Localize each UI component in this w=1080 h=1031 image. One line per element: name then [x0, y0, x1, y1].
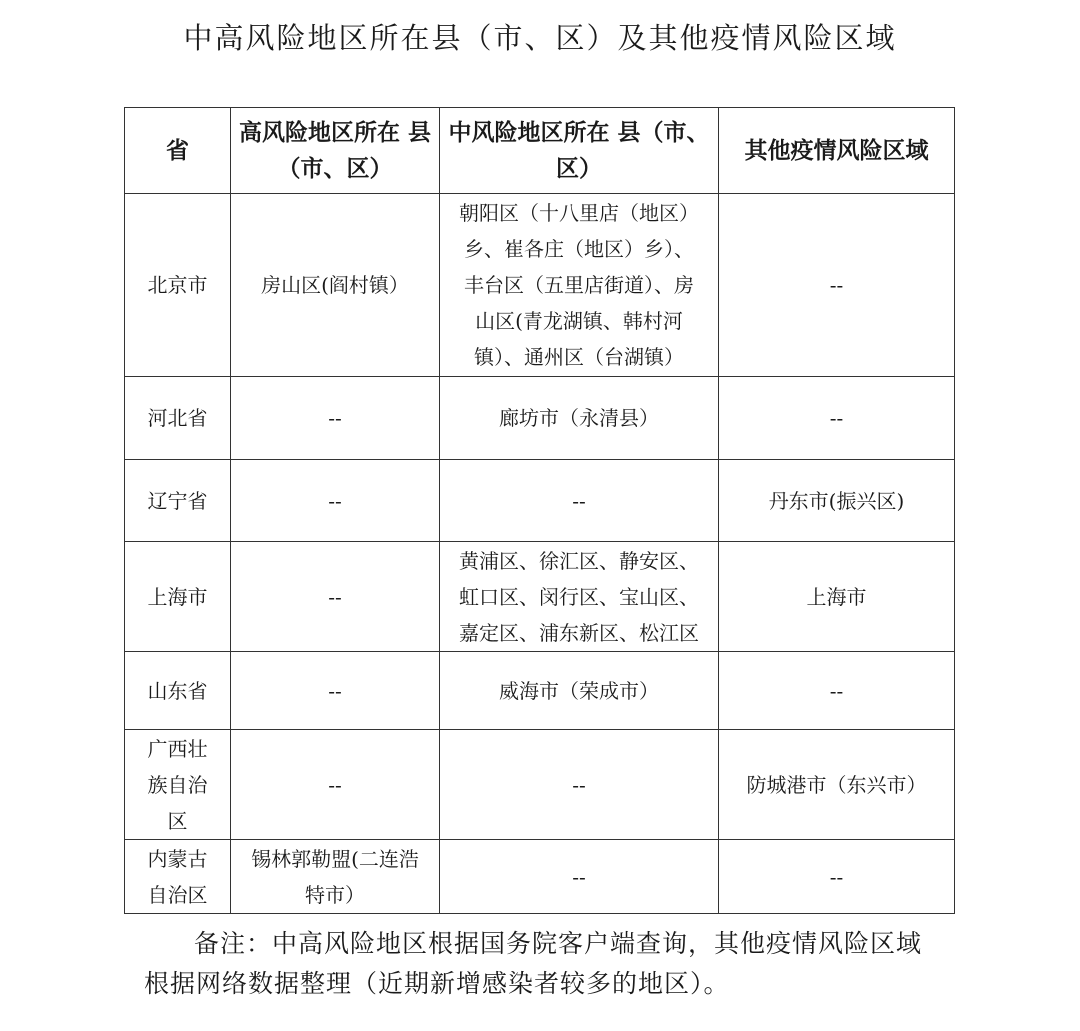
cell-other-risk: -- — [719, 840, 955, 914]
cell-high-risk: -- — [231, 542, 440, 652]
footnote: 备注：中高风险地区根据国务院客户端查询，其他疫情风险区域根据网络数据整理（近期新增感染者较多的地区）。 — [144, 929, 923, 998]
table-header-row — [125, 108, 955, 194]
cell-other-risk: -- — [719, 652, 955, 730]
cell-province: 辽宁省 — [125, 460, 231, 542]
cell-high-risk: -- — [231, 652, 440, 730]
cell-other-risk: 上海市 — [719, 542, 955, 652]
table-row — [125, 840, 955, 914]
table-row — [125, 730, 955, 840]
cell-medium-risk: -- — [440, 460, 719, 542]
cell-medium-risk: -- — [440, 730, 719, 840]
header-province: 省 — [125, 108, 231, 194]
cell-high-risk: -- — [231, 460, 440, 542]
header-high-risk: 高风险地区所在 县（市、区） — [231, 108, 440, 194]
cell-high-risk: -- — [231, 730, 440, 840]
cell-medium-risk: 朝阳区（十八里店（地区） 乡、崔各庄（地区）乡）、 丰台区（五里店街道）、房 山区(青龙湖镇、韩村河 镇）、通州区（台湖镇） — [440, 194, 719, 377]
table-row — [125, 194, 955, 377]
table-row — [125, 460, 955, 542]
cell-medium-risk: -- — [440, 840, 719, 914]
cell-province: 北京市 — [125, 194, 231, 377]
header-medium-risk: 中风险地区所在 县（市、区） — [440, 108, 719, 194]
cell-other-risk: 丹东市(振兴区) — [719, 460, 955, 542]
cell-province: 河北省 — [125, 377, 231, 460]
cell-high-risk: 锡林郭勒盟(二连浩 特市） — [231, 840, 440, 914]
table-row — [125, 377, 955, 460]
cell-province: 山东省 — [125, 652, 231, 730]
cell-province: 内蒙古 自治区 — [125, 840, 231, 914]
cell-medium-risk: 威海市（荣成市） — [440, 652, 719, 730]
table-row — [125, 652, 955, 730]
table-row — [125, 542, 955, 652]
cell-other-risk: -- — [719, 377, 955, 460]
header-other-risk: 其他疫情风险区域 — [719, 108, 955, 194]
cell-high-risk: -- — [231, 377, 440, 460]
cell-province: 广西壮 族自治 区 — [125, 730, 231, 840]
cell-province: 上海市 — [125, 542, 231, 652]
page-title: 中高风险地区所在县（市、区）及其他疫情风险区域 — [183, 21, 897, 55]
cell-high-risk: 房山区(阎村镇） — [231, 194, 440, 377]
cell-other-risk: 防城港市（东兴市） — [719, 730, 955, 840]
cell-medium-risk: 廊坊市（永清县） — [440, 377, 719, 460]
cell-medium-risk: 黄浦区、徐汇区、静安区、 虹口区、闵行区、宝山区、 嘉定区、浦东新区、松江区 — [440, 542, 719, 652]
cell-other-risk: -- — [719, 194, 955, 377]
risk-area-table — [124, 107, 955, 914]
